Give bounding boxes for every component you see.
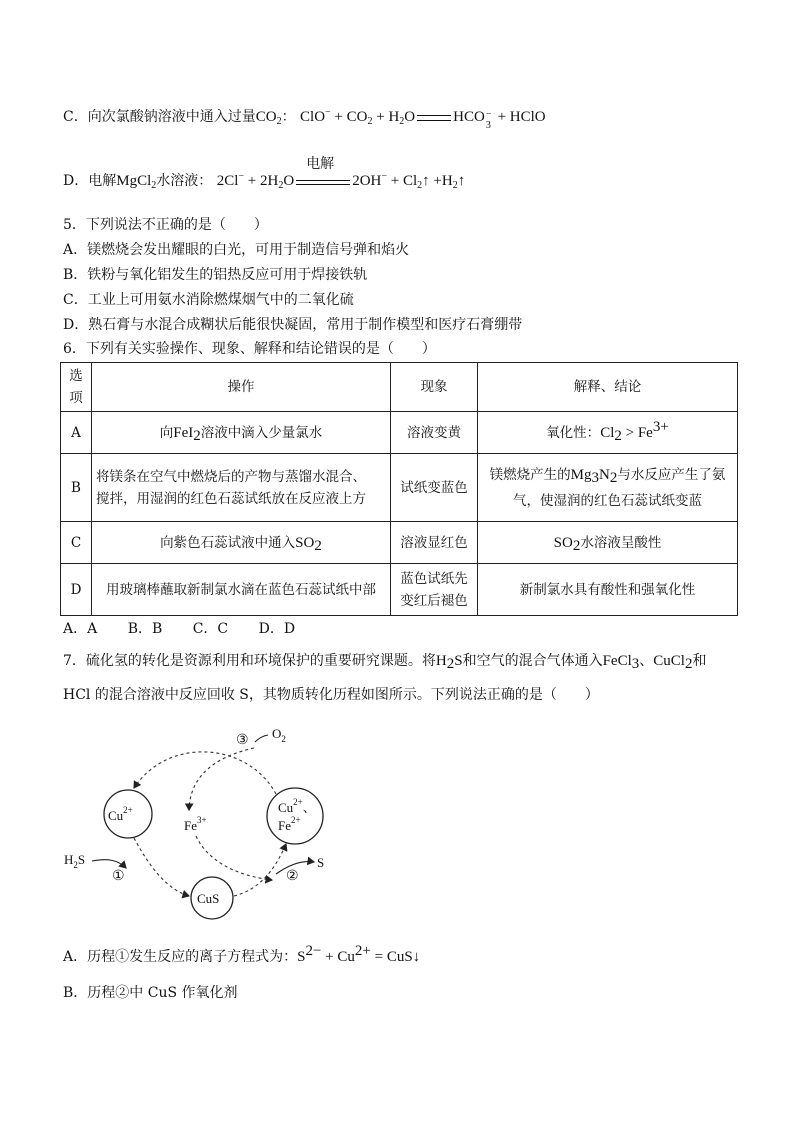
answer-d: D．D <box>258 621 296 637</box>
answer-b: B．B <box>127 621 163 637</box>
s-product-label: S <box>317 855 325 870</box>
header-operation: 操作 <box>92 363 391 412</box>
row-c-option: C <box>61 522 92 564</box>
row-c-conclusion: $SO_2$水溶液呈酸性 <box>478 522 738 564</box>
equals-sign <box>417 115 451 121</box>
option-c-prefix: C．向次氯酸钠溶液中通入过量 <box>63 109 256 125</box>
cu2plus-label: $Cu^{2+}$ <box>108 805 133 823</box>
fe2plus-label: $Fe^{2+}$ <box>278 815 301 833</box>
fe3plus-label: $Fe^{3+}$ <box>184 815 207 833</box>
row-b-option: B <box>61 454 92 522</box>
option-c-line: C．向次氯酸钠溶液中通入过量$CO_2$： $ClO^- + CO_2 + H_2O$ HCO − 3 + HClO <box>63 107 546 131</box>
q5-stem: 5．下列说法不正确的是（ ） <box>63 217 268 233</box>
table-row <box>61 454 738 522</box>
step1-label: ① <box>112 869 125 884</box>
row-a-conclusion: 氧化性：$Cl_2 > Fe^{3+}$ <box>478 412 738 454</box>
q7-option-a: A．历程①发生反应的离子方程式为：$S^{2-} + Cu^{2+}$ = CuS↓ <box>63 943 421 965</box>
cus-oxidation-arrow <box>234 844 286 896</box>
h2s-label: $H_2S$ <box>64 852 86 870</box>
row-b-conclusion: 镁燃烧产生的$Mg_3N_2$与水反应产生了氨 气，使湿润的红色石蕊试纸变蓝 <box>478 454 738 522</box>
table-row <box>61 522 738 564</box>
q5-option-d: D．熟石膏与水混合成糊状后能很快凝固，常用于制作模型和医疗石膏绷带 <box>63 317 523 333</box>
answer-c: C．C <box>192 621 229 637</box>
option-d-prefix: D．电解 <box>63 173 117 189</box>
header-phenomenon: 现象 <box>391 363 478 412</box>
row-b-phenomenon: 试纸变蓝色 <box>391 454 478 522</box>
q5-option-a: A．镁燃烧会发出耀眼的白光，可用于制造信号弹和焰火 <box>63 242 410 258</box>
answer-a: A．A <box>63 621 98 637</box>
header-option: 选 项 <box>61 363 92 412</box>
step3-label: ③ <box>236 733 249 748</box>
option-d-line: D．电解MgCl$_2$水溶液： $2Cl^- + 2H_2O$ 电解 $2OH^- + Cl_2↑$ $+H_2↑$ <box>63 155 466 191</box>
q7-stem-line1: 7．硫化氢的转化是资源利用和环境保护的重要研究课题。将$H_2S$和空气的混合气体通入FeCl$_3$、CuCl$_2$和 <box>63 653 707 672</box>
equation-c: $ClO^- + CO_2 + H_2O$ HCO − 3 + HClO <box>300 107 546 131</box>
row-d-operation: 用玻璃棒蘸取新制氯水滴在蓝色石蕊试纸中部 <box>92 564 391 616</box>
row-a-phenomenon: 溶液变黄 <box>391 412 478 454</box>
oxidation-arrow <box>134 752 276 794</box>
row-c-phenomenon: 溶液显红色 <box>391 522 478 564</box>
co2-formula: $CO_2$ <box>255 109 282 127</box>
table-row <box>61 564 738 616</box>
q6-stem: 6．下列有关实验操作、现象、解释和结论错误的是（ ） <box>63 341 436 357</box>
q5-option-c: C．工业上可用氨水消除燃煤烟气中的二氧化硫 <box>63 292 354 308</box>
fe3-regeneration-arrow <box>189 748 254 810</box>
o2-label: $O_2$ <box>272 726 286 744</box>
row-a-option: A <box>61 412 92 454</box>
cu2plus-label-right: $Cu^{2+}$、 <box>278 797 316 815</box>
fe3-reduction-arrow <box>196 836 272 880</box>
q6-answer-options <box>63 620 295 638</box>
row-b-operation: 将镁条在空气中燃烧后的产物与蒸馏水混合、 搅拌，用湿润的红色石蕊试纸放在反应液上方 <box>92 454 391 522</box>
row-d-conclusion: 新制氯水具有酸性和强氧化性 <box>478 564 738 616</box>
reaction-cycle-diagram <box>58 722 348 922</box>
cus-label: CuS <box>197 891 220 906</box>
table-row <box>61 412 738 454</box>
header-conclusion: 解释、结论 <box>478 363 738 412</box>
q5-option-b: B．铁粉与氧化铝发生的铝热反应可用于焊接铁轨 <box>63 267 368 283</box>
row-c-operation: 向紫色石蕊试液中通入$SO_2$ <box>92 522 391 564</box>
electrolysis-arrow: 电解 <box>296 173 350 191</box>
row-d-phenomenon: 蓝色试纸先 变红后褪色 <box>391 564 478 616</box>
equation-d: $2Cl^- + 2H_2O$ 电解 $2OH^- + Cl_2↑$ $+H_2↑$ <box>216 155 466 191</box>
q7-option-b: B．历程②中 CuS 作氧化剂 <box>63 985 238 1001</box>
table-header-row <box>61 363 738 412</box>
step2-label: ② <box>286 869 299 884</box>
q7-stem-line2: HCl 的混合溶液中反应回收 S，其物质转化历程如图所示。下列说法正确的是（ ） <box>63 687 599 703</box>
experiment-table <box>60 362 738 616</box>
cus-formation-arrow <box>134 838 189 896</box>
row-d-option: D <box>61 564 92 616</box>
row-a-operation: 向FeI$_2$溶液中滴入少量氯水 <box>92 412 391 454</box>
